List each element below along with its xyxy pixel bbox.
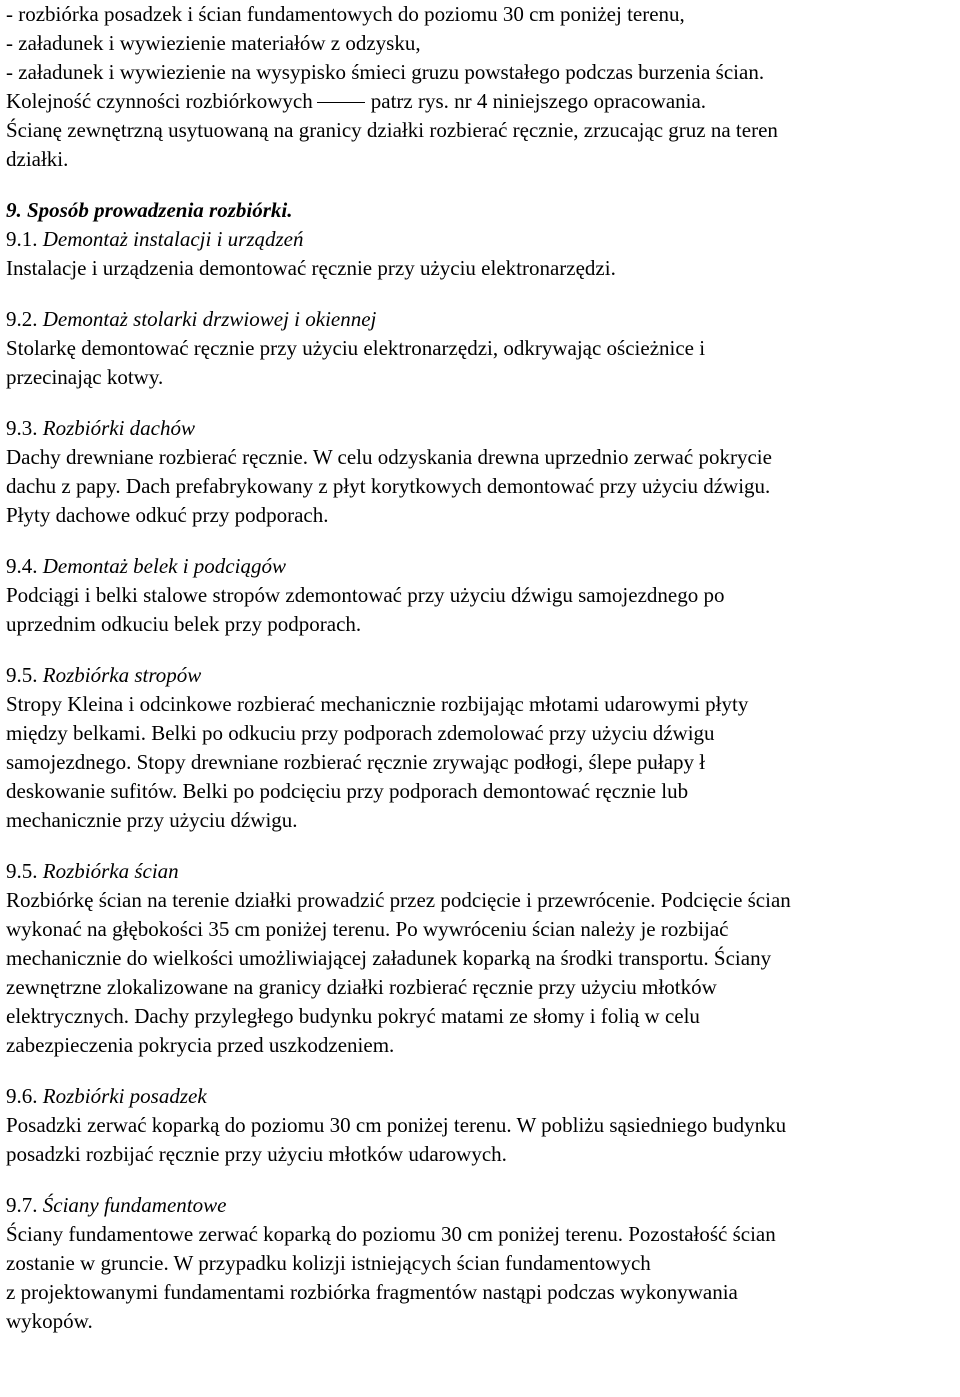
subsection-9-5-ceilings <box>6 661 954 835</box>
subsection-number: 9.6. <box>6 1084 38 1108</box>
paragraph-line: zewnętrzne zlokalizowane na granicy działki rozbierać ręcznie przy użyciu młotków <box>6 975 717 999</box>
subsection-number: 9.4. <box>6 554 38 578</box>
subsection-heading <box>6 225 954 254</box>
subsection-9-4 <box>6 552 954 639</box>
intro-list-item: - rozbiórka posadzek i ścian fundamentowych do poziomu 30 cm poniżej terenu, <box>6 2 685 26</box>
paragraph-line: elektrycznych. Dachy przyległego budynku pokryć matami ze słomy i folią w celu <box>6 1004 700 1028</box>
paragraph-line: Ścianę zewnętrzną usytuowaną na granicy działki rozbierać ręcznie, zrzucając gruz na teren <box>6 118 778 142</box>
intro-list-item: - załadunek i wywiezienie na wysypisko śmieci gruzu powstałego podczas burzenia ścian. <box>6 60 765 84</box>
spacer <box>6 835 954 857</box>
paragraph-line: dachu z papy. Dach prefabrykowany z płyt korytkowych demontować przy użyciu dźwigu. <box>6 474 771 498</box>
subsection-number: 9.5. <box>6 663 38 687</box>
subsection-number: 9.1. <box>6 227 38 251</box>
paragraph-line: wykopów. <box>6 1309 93 1333</box>
paragraph-line: działki. <box>6 147 69 171</box>
spacer <box>6 639 954 661</box>
paragraph-line: Stropy Kleina i odcinkowe rozbierać mechanicznie rozbijając młotami udarowymi płyty <box>6 692 749 716</box>
intro-list <box>6 0 954 87</box>
order-reference <box>6 87 954 116</box>
paragraph-line: Rozbiórkę ścian na terenie działki prowadzić przez podcięcie i przewrócenie. Podcięcie ścian <box>6 888 791 912</box>
subsection-title: Rozbiórka ścian <box>42 859 179 883</box>
paragraph-line: mechanicznie do wielkości umożliwiającej załadunek koparką na środki transportu. Ściany <box>6 946 772 970</box>
spacer <box>6 283 954 305</box>
paragraph-line: Ściany fundamentowe zerwać koparką do poziomu 30 cm poniżej terenu. Pozostałość ścian <box>6 1222 776 1246</box>
spacer <box>6 530 954 552</box>
paragraph-line: przecinając kotwy. <box>6 365 164 389</box>
subsection-heading <box>6 857 954 886</box>
paragraph-line: między belkami. Belki po odkuciu przy podporach zdemolować przy użyciu dźwigu <box>6 721 715 745</box>
paragraph-line: posadzki rozbijać ręcznie przy użyciu młotków udarowych. <box>6 1142 507 1166</box>
subsection-9-3 <box>6 414 954 530</box>
subsection-heading <box>6 305 954 334</box>
subsection-title: Rozbiórki dachów <box>42 416 195 440</box>
subsection-heading <box>6 1082 954 1111</box>
subsection-title: Rozbiórki posadzek <box>42 1084 207 1108</box>
order-reference-prefix: Kolejność czynności rozbiórkowych <box>6 89 313 113</box>
paragraph-line: Stolarkę demontować ręcznie przy użyciu elektronarzędzi, odkrywając ościeżnice i <box>6 336 706 360</box>
paragraph-line: wykonać na głębokości 35 cm poniżej terenu. Po wywróceniu ścian należy je rozbijać <box>6 917 729 941</box>
subsection-9-2 <box>6 305 954 392</box>
subsection-heading <box>6 552 954 581</box>
subsection-title: Demontaż stolarki drzwiowej i okiennej <box>42 307 377 331</box>
paragraph-line: z projektowanymi fundamentami rozbiórka fragmentów nastąpi podczas wykonywania <box>6 1280 738 1304</box>
subsection-number: 9.2. <box>6 307 38 331</box>
subsection-title: Demontaż belek i podciągów <box>42 554 286 578</box>
subsection-9-6 <box>6 1082 954 1169</box>
subsection-9-7 <box>6 1191 954 1336</box>
subsection-title: Rozbiórka stropów <box>42 663 202 687</box>
paragraph-line: deskowanie sufitów. Belki po podcięciu przy podporach demontować ręcznie lub <box>6 779 689 803</box>
section-heading: 9. Sposób prowadzenia rozbiórki. <box>6 198 293 222</box>
subsection-title: Ściany fundamentowe <box>42 1193 227 1217</box>
subsection-9-5-walls <box>6 857 954 1060</box>
spacer <box>6 1169 954 1191</box>
paragraph-line: Posadzki zerwać koparką do poziomu 30 cm poniżej terenu. W pobliżu sąsiedniego budynku <box>6 1113 787 1137</box>
paragraph-line: Płyty dachowe odkuć przy podporach. <box>6 503 329 527</box>
paragraph-line: samojezdnego. Stopy drewniane rozbierać ręcznie zrywając podłogi, ślepe pułapy ł <box>6 750 706 774</box>
spacer <box>6 174 954 196</box>
subsection-heading <box>6 1191 954 1220</box>
subsection-number: 9.7. <box>6 1193 38 1217</box>
paragraph-line: mechanicznie przy użyciu dźwigu. <box>6 808 298 832</box>
order-reference-suffix: patrz rys. nr 4 niniejszego opracowania. <box>370 89 707 113</box>
em-dash-line <box>317 102 365 103</box>
spacer <box>6 392 954 414</box>
paragraph-line: Dachy drewniane rozbierać ręcznie. W celu odzyskania drewna uprzednio zerwać pokrycie <box>6 445 772 469</box>
paragraph-line: uprzednim odkuciu belek przy podporach. <box>6 612 362 636</box>
wall-instruction <box>6 116 954 174</box>
subsection-9-1 <box>6 225 954 283</box>
subsection-heading <box>6 661 954 690</box>
paragraph-line: zostanie w gruncie. W przypadku kolizji istniejących ścian fundamentowych <box>6 1251 651 1275</box>
subsection-number: 9.3. <box>6 416 38 440</box>
paragraph-line: Podciągi i belki stalowe stropów zdemontować przy użyciu dźwigu samojezdnego po <box>6 583 725 607</box>
subsection-title: Demontaż instalacji i urządzeń <box>42 227 304 251</box>
paragraph-line: zabezpieczenia pokrycia przed uszkodzeniem. <box>6 1033 395 1057</box>
spacer <box>6 1060 954 1082</box>
subsection-heading <box>6 414 954 443</box>
paragraph-line: Instalacje i urządzenia demontować ręcznie przy użyciu elektronarzędzi. <box>6 256 616 280</box>
subsection-number: 9.5. <box>6 859 38 883</box>
intro-list-item: - załadunek i wywiezienie materiałów z odzysku, <box>6 31 421 55</box>
